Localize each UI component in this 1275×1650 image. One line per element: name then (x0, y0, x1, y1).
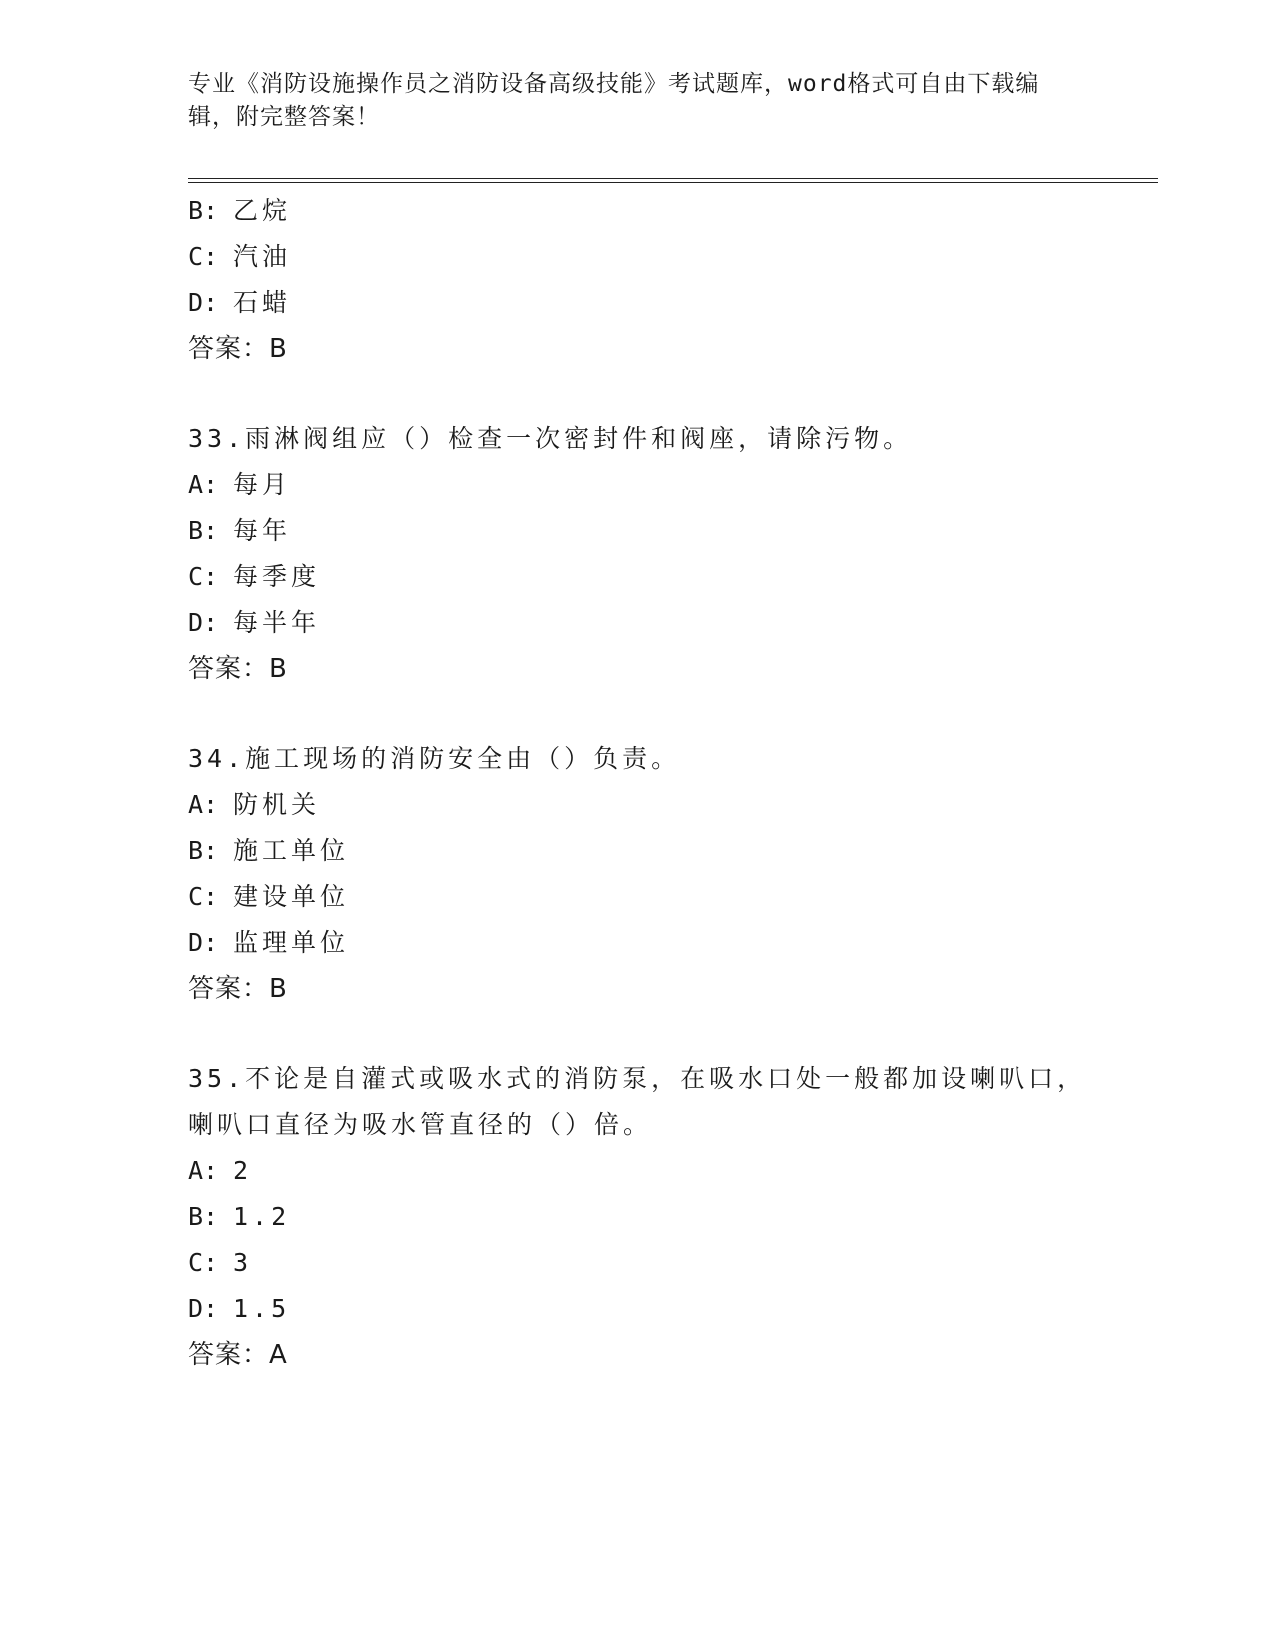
option-label: B: (188, 1202, 219, 1231)
option-label: A: (188, 790, 219, 819)
answer: 答案：B (188, 654, 288, 684)
option-text: 汽油 (233, 242, 292, 271)
option-a (188, 782, 1088, 828)
option-label: A: (188, 470, 219, 499)
option-c (188, 234, 1088, 280)
option-text: 石蜡 (233, 288, 292, 317)
option-d (188, 280, 1088, 326)
option-d (188, 600, 1088, 646)
question-list (188, 188, 1088, 1378)
answer: 答案：A (188, 1340, 288, 1370)
option-label: C: (188, 882, 219, 911)
option-label: A: (188, 1156, 219, 1185)
answer: 答案：B (188, 334, 288, 364)
option-text: 1.2 (233, 1202, 291, 1231)
option-label: C: (188, 562, 219, 591)
option-label: C: (188, 242, 219, 271)
option-label: C: (188, 1248, 219, 1277)
option-text: 2 (233, 1156, 253, 1185)
answer: 答案：B (188, 974, 288, 1004)
option-b (188, 188, 1088, 234)
question-block (188, 188, 1088, 372)
option-label: D: (188, 1294, 219, 1323)
option-text: 每半年 (233, 608, 321, 637)
option-text: 建设单位 (233, 882, 350, 911)
option-text: 每季度 (233, 562, 321, 591)
header-divider (188, 178, 1158, 183)
option-b (188, 508, 1088, 554)
header-line-1: 专业《消防设施操作员之消防设备高级技能》考试题库，word格式可自由下载编 (188, 71, 1040, 97)
option-label: B: (188, 836, 219, 865)
question-text: 34.施工现场的消防安全由（）负责。 (188, 744, 681, 773)
option-label: D: (188, 928, 219, 957)
option-a (188, 1148, 1088, 1194)
option-text: 监理单位 (233, 928, 350, 957)
question-text: 33.雨淋阀组应（）检查一次密封件和阀座，请除污物。 (188, 424, 913, 453)
option-text: 乙烷 (233, 196, 292, 225)
option-label: B: (188, 516, 219, 545)
option-text: 1.5 (233, 1294, 291, 1323)
header-line-2: 辑，附完整答案！ (188, 104, 380, 130)
option-text: 每年 (233, 516, 292, 545)
question-text: 35.不论是自灌式或吸水式的消防泵，在吸水口处一般都加设喇叭口，喇叭口直径为吸水管直径的（）倍。 (188, 1064, 1087, 1139)
option-label: B: (188, 196, 219, 225)
question-block (188, 736, 1088, 1012)
option-b (188, 828, 1088, 874)
option-b (188, 1194, 1088, 1240)
option-d (188, 920, 1088, 966)
option-a (188, 462, 1088, 508)
option-c (188, 554, 1088, 600)
option-c (188, 1240, 1088, 1286)
question-block (188, 416, 1088, 692)
option-c (188, 874, 1088, 920)
option-text: 施工单位 (233, 836, 350, 865)
page-header (188, 68, 1088, 134)
option-text: 每月 (233, 470, 292, 499)
option-label: D: (188, 288, 219, 317)
option-label: D: (188, 608, 219, 637)
option-d (188, 1286, 1088, 1332)
option-text: 防机关 (233, 790, 321, 819)
option-text: 3 (233, 1248, 253, 1277)
question-block (188, 1056, 1088, 1378)
